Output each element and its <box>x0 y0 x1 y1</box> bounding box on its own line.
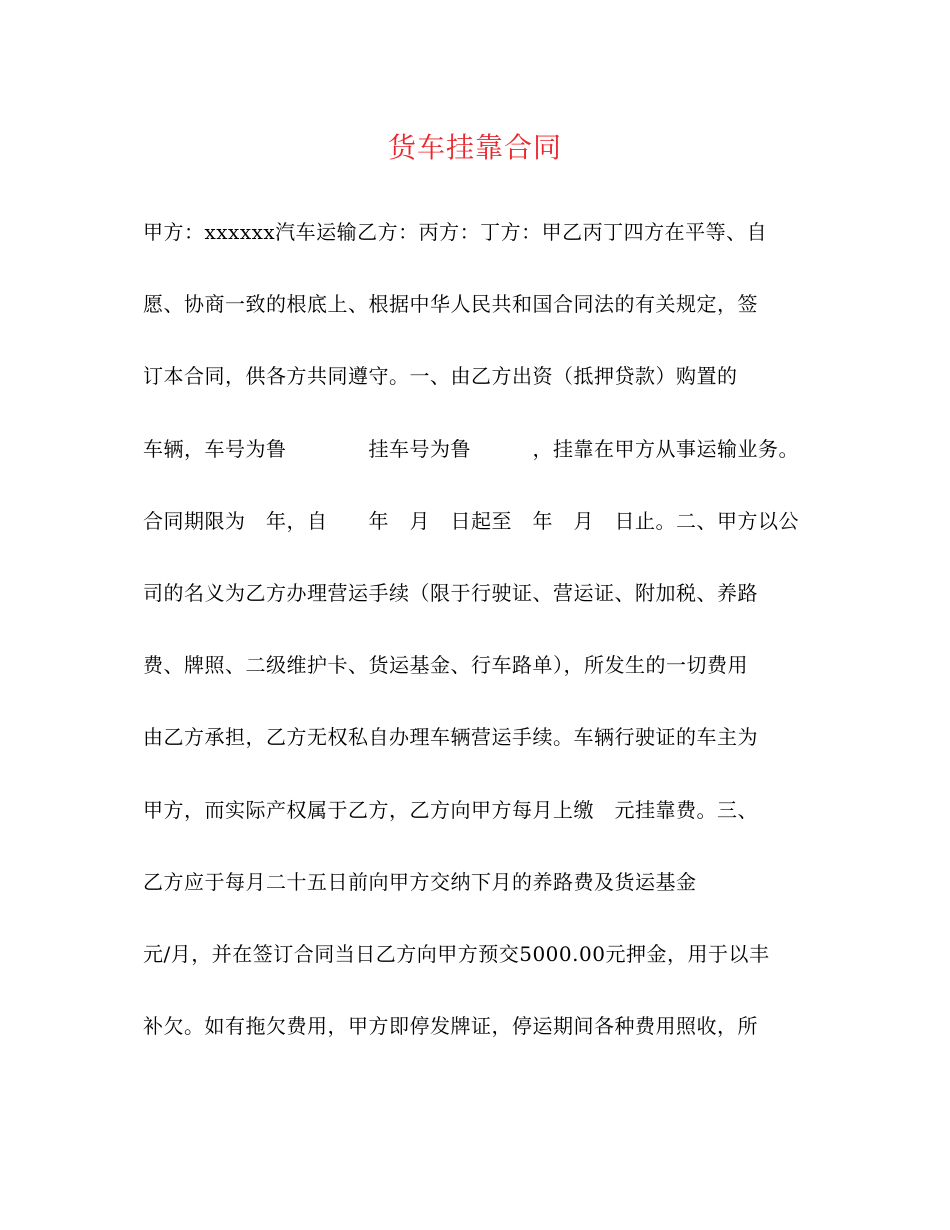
body-line <box>143 431 813 503</box>
body-line <box>143 864 813 936</box>
body-line <box>143 503 813 575</box>
body-line-text: 订本合同，供各方共同遵守。一、由乙方出资（抵押贷款）购置的 <box>143 364 738 389</box>
body-line-text: 车辆，车号为鲁 挂车号为鲁 ，挂靠在甲方从事运输业务。 <box>143 436 799 461</box>
body-line-text: 由乙方承担，乙方无权私自办理车辆营运手续。车辆行驶证的车主为 <box>143 725 758 750</box>
body-line-text: 元/月，并在签订合同当日乙方向甲方预交5000.00元押金，用于以丰 <box>143 941 770 966</box>
body-line-text: 司的名义为乙方办理营运手续（限于行驶证、营运证、附加税、养路 <box>143 580 758 605</box>
document-title: 货车挂靠合同 <box>387 131 562 164</box>
body-line <box>143 286 813 358</box>
body-line-text: 甲方，而实际产权属于乙方，乙方向甲方每月上缴 元挂靠费。三、 <box>143 797 758 822</box>
body-line <box>143 647 813 719</box>
body-line <box>143 719 813 791</box>
body-line-text: 补欠。如有拖欠费用，甲方即停发牌证，停运期间各种费用照收，所 <box>143 1014 758 1039</box>
body-line-text: 甲方：xxxxxx汽车运输乙方：丙方：丁方：甲乙丙丁四方在平等、自 <box>143 220 768 244</box>
body-line <box>143 792 813 864</box>
body-line-text: 合同期限为 年，自 年 月 日起至 年 月 日止。二、甲方以公 <box>143 508 799 533</box>
body-line <box>143 214 813 286</box>
document-body <box>143 214 813 1080</box>
body-line <box>143 575 813 647</box>
body-line-text: 愿、协商一致的根底上、根据中华人民共和国合同法的有关规定，签 <box>143 292 758 317</box>
body-line-text: 乙方应于每月二十五日前向甲方交纳下月的养路费及货运基金 <box>143 869 697 894</box>
body-line <box>143 358 813 430</box>
body-line <box>143 1008 813 1080</box>
body-line-text: 费、牌照、二级维护卡、货运基金、行车路单），所发生的一切费用 <box>143 653 748 678</box>
body-line <box>143 936 813 1008</box>
